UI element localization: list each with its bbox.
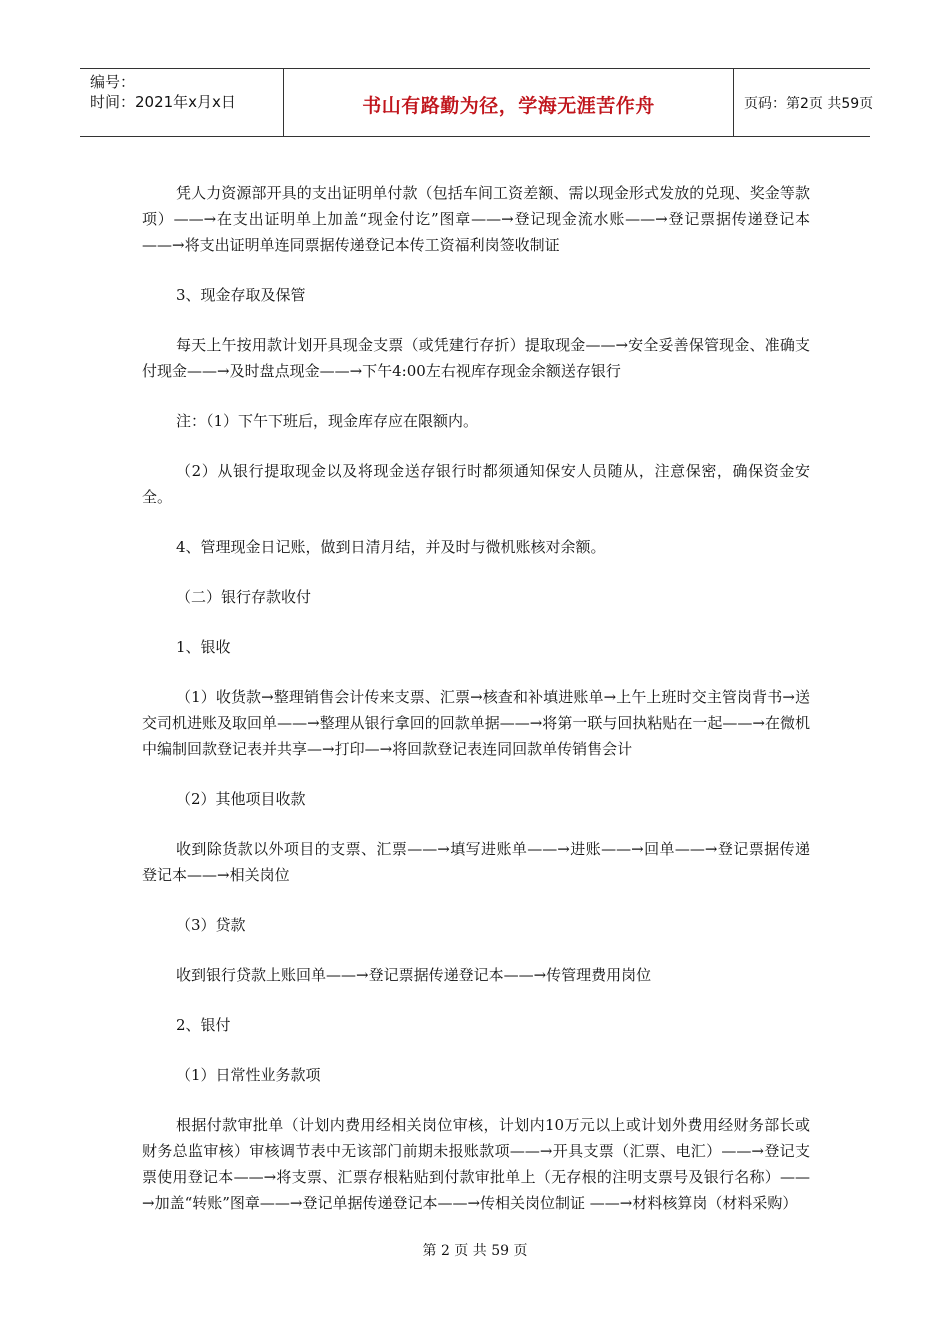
paragraph: 4、管理现金日记账，做到日清月结，并及时与微机账核对余额。 xyxy=(176,538,606,556)
page-footer: 第 2 页 共 59 页 xyxy=(422,1243,528,1259)
section-heading: 3、现金存取及保管 xyxy=(176,286,306,304)
section-heading: （3）贷款 xyxy=(176,916,246,934)
paragraph: 根据付款审批单（计划内费用经相关岗位审核，计划内10万元以上或计划外费用经财务部长或财务总监审核）审核调节表中无该部门前期未报账款项——→开具支票（汇票、电汇）——→登记支票使用登记本——→将支票、汇票存根粘贴到付款审批单上（无存根的注明支票号及银行名称）——→加盖“转账”图章——→登记单据传递登记本——→传相关岗位制证 ——→材料核算岗（材料采购） xyxy=(142,1116,810,1212)
section-heading: 2、银付 xyxy=(176,1016,231,1034)
paragraph: 凭人力资源部开具的支出证明单付款（包括车间工资差额、需以现金形式发放的兑现、奖金等款项）——→在支出证明单上加盖“现金付讫”图章——→登记现金流水账——→登记票据传递登记本——→将支出证明单连同票据传递登记本传工资福利岗签收制证 xyxy=(142,184,810,254)
note-item: （2）从银行提取现金以及将现金送存银行时都须通知保安人员随从，注意保密，确保资金安全。 xyxy=(142,462,810,506)
paragraph: （1）收货款→整理销售会计传来支票、汇票→核查和补填进账单→上午上班时交主管岗背书→送交司机进账及取回单——→整理从银行拿回的回款单据——→将第一联与回执粘贴在一起——→在微机中编制回款登记表并共享—→打印—→将回款登记表连同回款单传销售会计 xyxy=(142,688,810,758)
section-heading: （2）其他项目收款 xyxy=(176,790,306,808)
motto-text: 书山有路勤为径，学海无涯苦作舟 xyxy=(362,95,655,117)
paragraph: 收到银行贷款上账回单——→登记票据传递登记本——→传管理费用岗位 xyxy=(176,966,652,984)
page-code-label: 页码：第2页 共59页 xyxy=(744,96,874,112)
serial-number-label: 编号： xyxy=(90,73,136,91)
note-item: 注：（1）下午下班后，现金库存应在限额内。 xyxy=(176,412,479,430)
page-header xyxy=(80,68,874,137)
header-info-cell xyxy=(80,69,284,136)
section-heading: 1、银收 xyxy=(176,638,231,656)
section-heading: （1）日常性业务款项 xyxy=(176,1066,321,1084)
header-motto-cell xyxy=(284,69,734,136)
date-label: 时间：2021年x月x日 xyxy=(90,93,236,111)
document-body xyxy=(142,180,810,1236)
section-heading: （二）银行存款收付 xyxy=(176,588,312,606)
header-page-cell xyxy=(734,69,874,136)
paragraph: 每天上午按用款计划开具现金支票（或凭建行存折）提取现金——→安全妥善保管现金、准确支付现金——→及时盘点现金——→下午4:00左右视库存现金余额送存银行 xyxy=(142,336,810,380)
paragraph: 收到除货款以外项目的支票、汇票——→填写进账单——→进账——→回单——→登记票据传递登记本——→相关岗位 xyxy=(142,840,810,884)
